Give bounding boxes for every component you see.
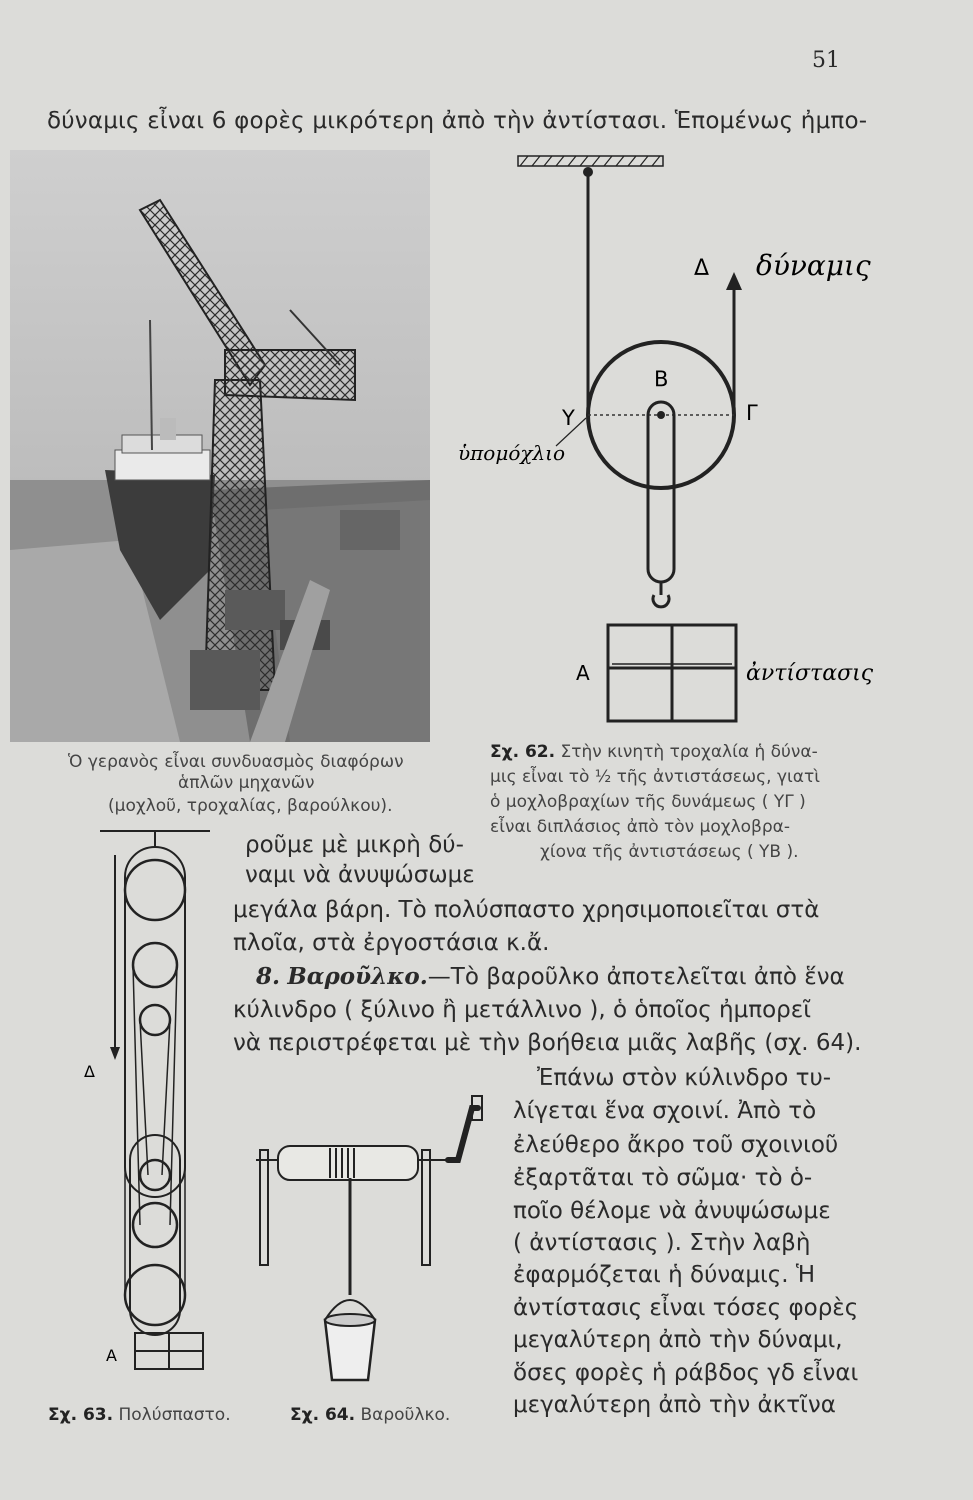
crane-photo bbox=[10, 150, 430, 742]
column-line: ἀντίστασις εἶναι τόσες φορὲς bbox=[513, 1295, 859, 1321]
label-D: Δ bbox=[84, 1062, 95, 1081]
body-line: νὰ περιστρέφεται μὲ τὴν βοήθεια μιᾶς λαβῆς (σχ. 64). bbox=[233, 1030, 862, 1056]
crane-photo-drawing bbox=[10, 150, 430, 742]
body-line: ροῦμε μὲ μικρὴ δύ- bbox=[245, 832, 464, 858]
column-line: ποῖο θέλομε νὰ ἀνυψώσωμε bbox=[513, 1198, 831, 1224]
label-Y: Υ bbox=[562, 406, 575, 430]
section-heading-line bbox=[256, 963, 845, 990]
fig62-caption-line: μις εἶναι τὸ ½ τῆς ἀντιστάσεως, γιατὶ bbox=[490, 767, 820, 787]
force-arrow bbox=[726, 272, 742, 290]
section-number: 8. bbox=[256, 963, 281, 990]
section-text: —Τὸ βαροῦλκο ἀποτελεῖται ἀπὸ ἕνα bbox=[427, 964, 845, 990]
column-line: Ἐπάνω στὸν κύλινδρο τυ- bbox=[537, 1065, 832, 1091]
body-line: ναμι νὰ ἀνυψώσωμε bbox=[245, 862, 475, 888]
lower-block-frame bbox=[130, 1135, 180, 1335]
pulley-hanger bbox=[648, 402, 674, 582]
bucket bbox=[325, 1320, 375, 1380]
column-line: ὅσες φορὲς ἡ ράβδος γδ εἶναι bbox=[513, 1360, 859, 1386]
fig63-caption-text: Πολύσπαστο. bbox=[118, 1405, 231, 1425]
column-line: μεγαλύτερη ἀπὸ τὴν δύναμι, bbox=[513, 1327, 843, 1353]
label-force: δύναμις bbox=[756, 249, 871, 282]
fig62-caption-line bbox=[490, 742, 818, 762]
fig62-caption-line: εἶναι διπλάσιος ἀπὸ τὸν μοχλοβρα- bbox=[490, 817, 791, 837]
label-B: Β bbox=[654, 367, 669, 391]
fig64-windlass-diagram bbox=[250, 1090, 500, 1400]
lower-pulley bbox=[140, 1160, 170, 1190]
column-line: ἐξαρτᾶται τὸ σῶμα· τὸ ὁ- bbox=[513, 1165, 813, 1191]
top-text-line: δύναμις εἶναι 6 φορὲς μικρότερη ἀπὸ τὴν ἀντίστασι. Ἑπομένως ἠμπο- bbox=[47, 108, 868, 134]
page-number: 51 bbox=[812, 48, 840, 73]
upper-pulley bbox=[125, 860, 185, 920]
hook bbox=[653, 582, 669, 607]
pulley-axle bbox=[657, 411, 665, 419]
fig64-caption bbox=[290, 1405, 450, 1425]
fig62-caption-label: Σχ. 62. bbox=[490, 742, 556, 762]
label-A: Α bbox=[106, 1346, 117, 1365]
label-force-letter: Δ bbox=[694, 256, 710, 281]
column-line: ( ἀντίστασις ). Στὴν λαβὴ bbox=[513, 1230, 811, 1256]
left-support bbox=[260, 1150, 268, 1265]
crane-caption-line: (μοχλοῦ, τροχαλίας, βαρούλκου). bbox=[108, 796, 393, 816]
body-line: κύλινδρο ( ξύλινο ἢ μετάλλινο ), ὁ ὁποῖος ἠμπορεῖ bbox=[233, 997, 811, 1023]
column-line: μεγαλύτερη ἀπὸ τὴν ἀκτῖνα bbox=[513, 1392, 836, 1418]
upper-pulley bbox=[133, 943, 177, 987]
body-line: πλοῖα, στὰ ἐργοστάσια κ.ἄ. bbox=[233, 930, 550, 956]
crane-caption-line: Ὁ γερανὸς εἶναι συνδυασμὸς διαφόρων bbox=[68, 752, 404, 772]
body-line: μεγάλα βάρη. Τὸ πολύσπαστο χρησιμοποιεῖται στὰ bbox=[233, 897, 820, 923]
column-line: ἐλεύθερο ἄκρο τοῦ σχοινιοῦ bbox=[513, 1132, 839, 1158]
label-resistance: ἀντίστασις bbox=[746, 661, 874, 686]
crane-caption-line: ἁπλῶν μηχανῶν bbox=[178, 773, 315, 793]
fig62-caption-line: χίονα τῆς ἀντιστάσεως ( ΥΒ ). bbox=[540, 842, 799, 862]
right-support bbox=[422, 1150, 430, 1265]
lower-pulley bbox=[125, 1265, 185, 1325]
crank-handle bbox=[448, 1108, 478, 1160]
fig63-block-and-tackle-diagram bbox=[70, 825, 240, 1385]
fig63-caption-num: Σχ. 63. bbox=[48, 1405, 114, 1425]
label-fulcrum: ὑπομόχλιο bbox=[458, 441, 566, 465]
fig62-caption-line: ὁ μοχλοβραχίων τῆς δυνάμεως ( ΥΓ ) bbox=[490, 792, 806, 812]
section-title: Βαροῦλκο. bbox=[287, 963, 428, 990]
column-line: λίγεται ἕνα σχοινί. Ἀπὸ τὸ bbox=[513, 1098, 817, 1124]
upper-pulley bbox=[140, 1005, 170, 1035]
fig62-caption-text: Στὴν κινητὴ τροχαλία ἡ δύνα- bbox=[560, 742, 818, 762]
fig64-caption-text: Βαροῦλκο. bbox=[360, 1405, 451, 1425]
fig63-caption bbox=[48, 1405, 231, 1425]
label-G: Γ bbox=[746, 401, 758, 425]
column-line: ἐφαρμόζεται ἡ δύναμις. Ἡ bbox=[513, 1262, 816, 1288]
fig62-movable-pulley-diagram bbox=[440, 150, 920, 750]
label-A: Α bbox=[576, 661, 590, 685]
fig64-caption-num: Σχ. 64. bbox=[290, 1405, 356, 1425]
